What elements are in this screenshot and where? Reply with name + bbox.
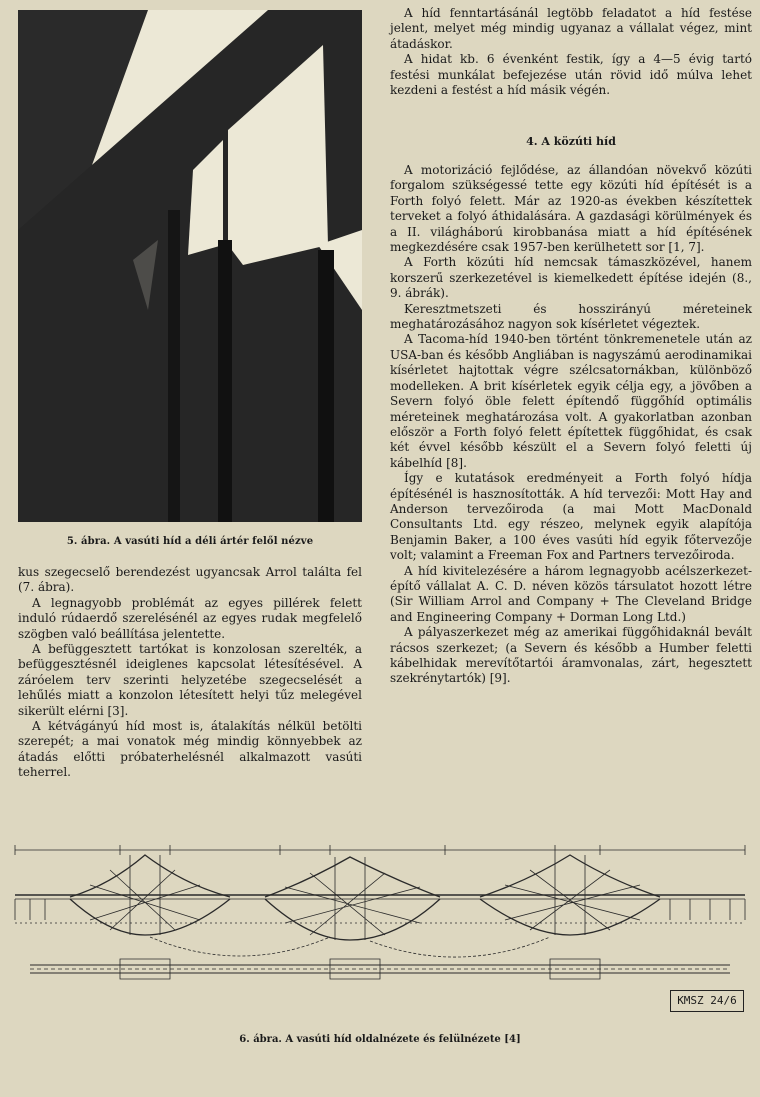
- right-paragraph-1: A motorizáció fejlődése, az állandóan növekvő közúti forgalom szükségessé tette egy közúti híd építését is a Forth folyó felett. Már az 1920-as években készítettek terveket a folyó áthidalására. A gazdasági körülmények és a II. világháború kirobbanása miatt a híd építésének megkezdésére csak 1957-ben kerülhetett sor [1, 7].: [390, 163, 752, 255]
- bridge-elevation-drawing: [10, 825, 750, 1025]
- right-paragraph-4: A Tacoma-híd 1940-ben történt tönkremenetele után az USA-ban és később Angliában is nagyszámú aerodinamikai kísérletet hajtottak végre szélcsatornákban, különböző modelleken. A brit kísérletek egyik célja egy, a jövőben a Severn folyó öble felett építendő függőhíd optimális méreteinek meghatározása volt. A gyakorlatban azonban először a Forth folyó felett építettek függőhidat, és csak két évvel később készült el a Severn folyó feletti új kábelhíd [8].: [390, 332, 752, 470]
- right-top-paragraph-1: A híd fenntartásánál legtöbb feladatot a híd festése jelent, melyet még mindig ugyanaz a vállalat végez, mint átadáskor.: [390, 6, 752, 51]
- right-top-column: [390, 6, 752, 98]
- right-paragraph-5: Így e kutatások eredményeit a Forth folyó hídja építésénél is hasznosították. A híd tervezői: Mott Hay and Anderson tervezőiroda (a mai Mott MacDonald Consultants Ltd. egy részeo, melynek egyik alapítója Benjamin Baker, a 100 éves vasúti híd egyik főtervezője volt; valamint a Freeman Fox and Partners tervezőiroda.: [390, 471, 752, 563]
- bridge-photo-drawing: [18, 10, 362, 522]
- left-paragraph-3: A befüggesztett tartókat is konzolosan szerelték, a befüggesztésnél ideiglenes kapcsolat létesítésével. A záróelem terv szerinti helyzetébe szegecselését a lehűlés miatt a konzolon létesített helyi tűz melegével sikerült elérni [3].: [18, 642, 362, 718]
- drawing-stamp: KMSZ 24/6: [670, 990, 744, 1012]
- right-paragraph-3: Keresztmetszeti és hosszirányú méreteinek meghatározásához nagyon sok kísérletet végeztek.: [390, 301, 752, 332]
- section-heading: 4. A közúti híd: [526, 135, 616, 148]
- left-paragraph-1: kus szegecselő berendezést ugyancsak Arrol találta fel (7. ábra).: [18, 565, 362, 595]
- left-paragraph-2: A legnagyobb problémát az egyes pillérek felett induló rúdaerdő szerelésénél az egyes rudak megfelelő szögben való beállítása jelentette.: [18, 595, 362, 641]
- figure6-caption: 6. ábra. A vasúti híd oldalnézete és felülnézete [4]: [239, 1034, 521, 1045]
- bridge-elevation-svg: [10, 825, 750, 1025]
- figure5-caption: 5. ábra. A vasúti híd a déli ártér felől nézve: [66, 536, 314, 547]
- right-column: [390, 163, 752, 687]
- bridge-photo: [18, 10, 362, 522]
- right-paragraph-2: A Forth közúti híd nemcsak támaszközével, hanem korszerű szerkezetével is kiemelkedett építése idején (8., 9. ábrák).: [390, 255, 752, 301]
- right-top-paragraph-2: A hidat kb. 6 évenként festik, így a 4—5 évig tartó festési munkálat befejezése után rövid idő múlva lehet kezdeni a festést a híd másik végén.: [390, 52, 752, 98]
- left-paragraph-4: A kétvágányú híd most is, átalakítás nélkül betölti szerepét; a mai vonatok még mindig könnyebbek az átadás előtti próbaterhelésnél alkalmazott vasúti teherrel.: [18, 719, 362, 780]
- right-paragraph-6: A híd kivitelezésére a három legnagyobb acélszerkezet-építő vállalat A. C. D. néven közös társulatot hozott létre (Sir William Arrol and Company + The Cleveland Bridge and Engineering Company + Dorman Long Ltd.): [390, 563, 752, 624]
- right-paragraph-7: A pályaszerkezet még az amerikai függőhidaknál bevált rácsos szerkezet; (a Severn és később a Humber feletti kábelhidak merevítőtartói áramvonalas, zárt, hegesztett szekrénytartók) [9].: [390, 625, 752, 686]
- left-column: [18, 565, 362, 781]
